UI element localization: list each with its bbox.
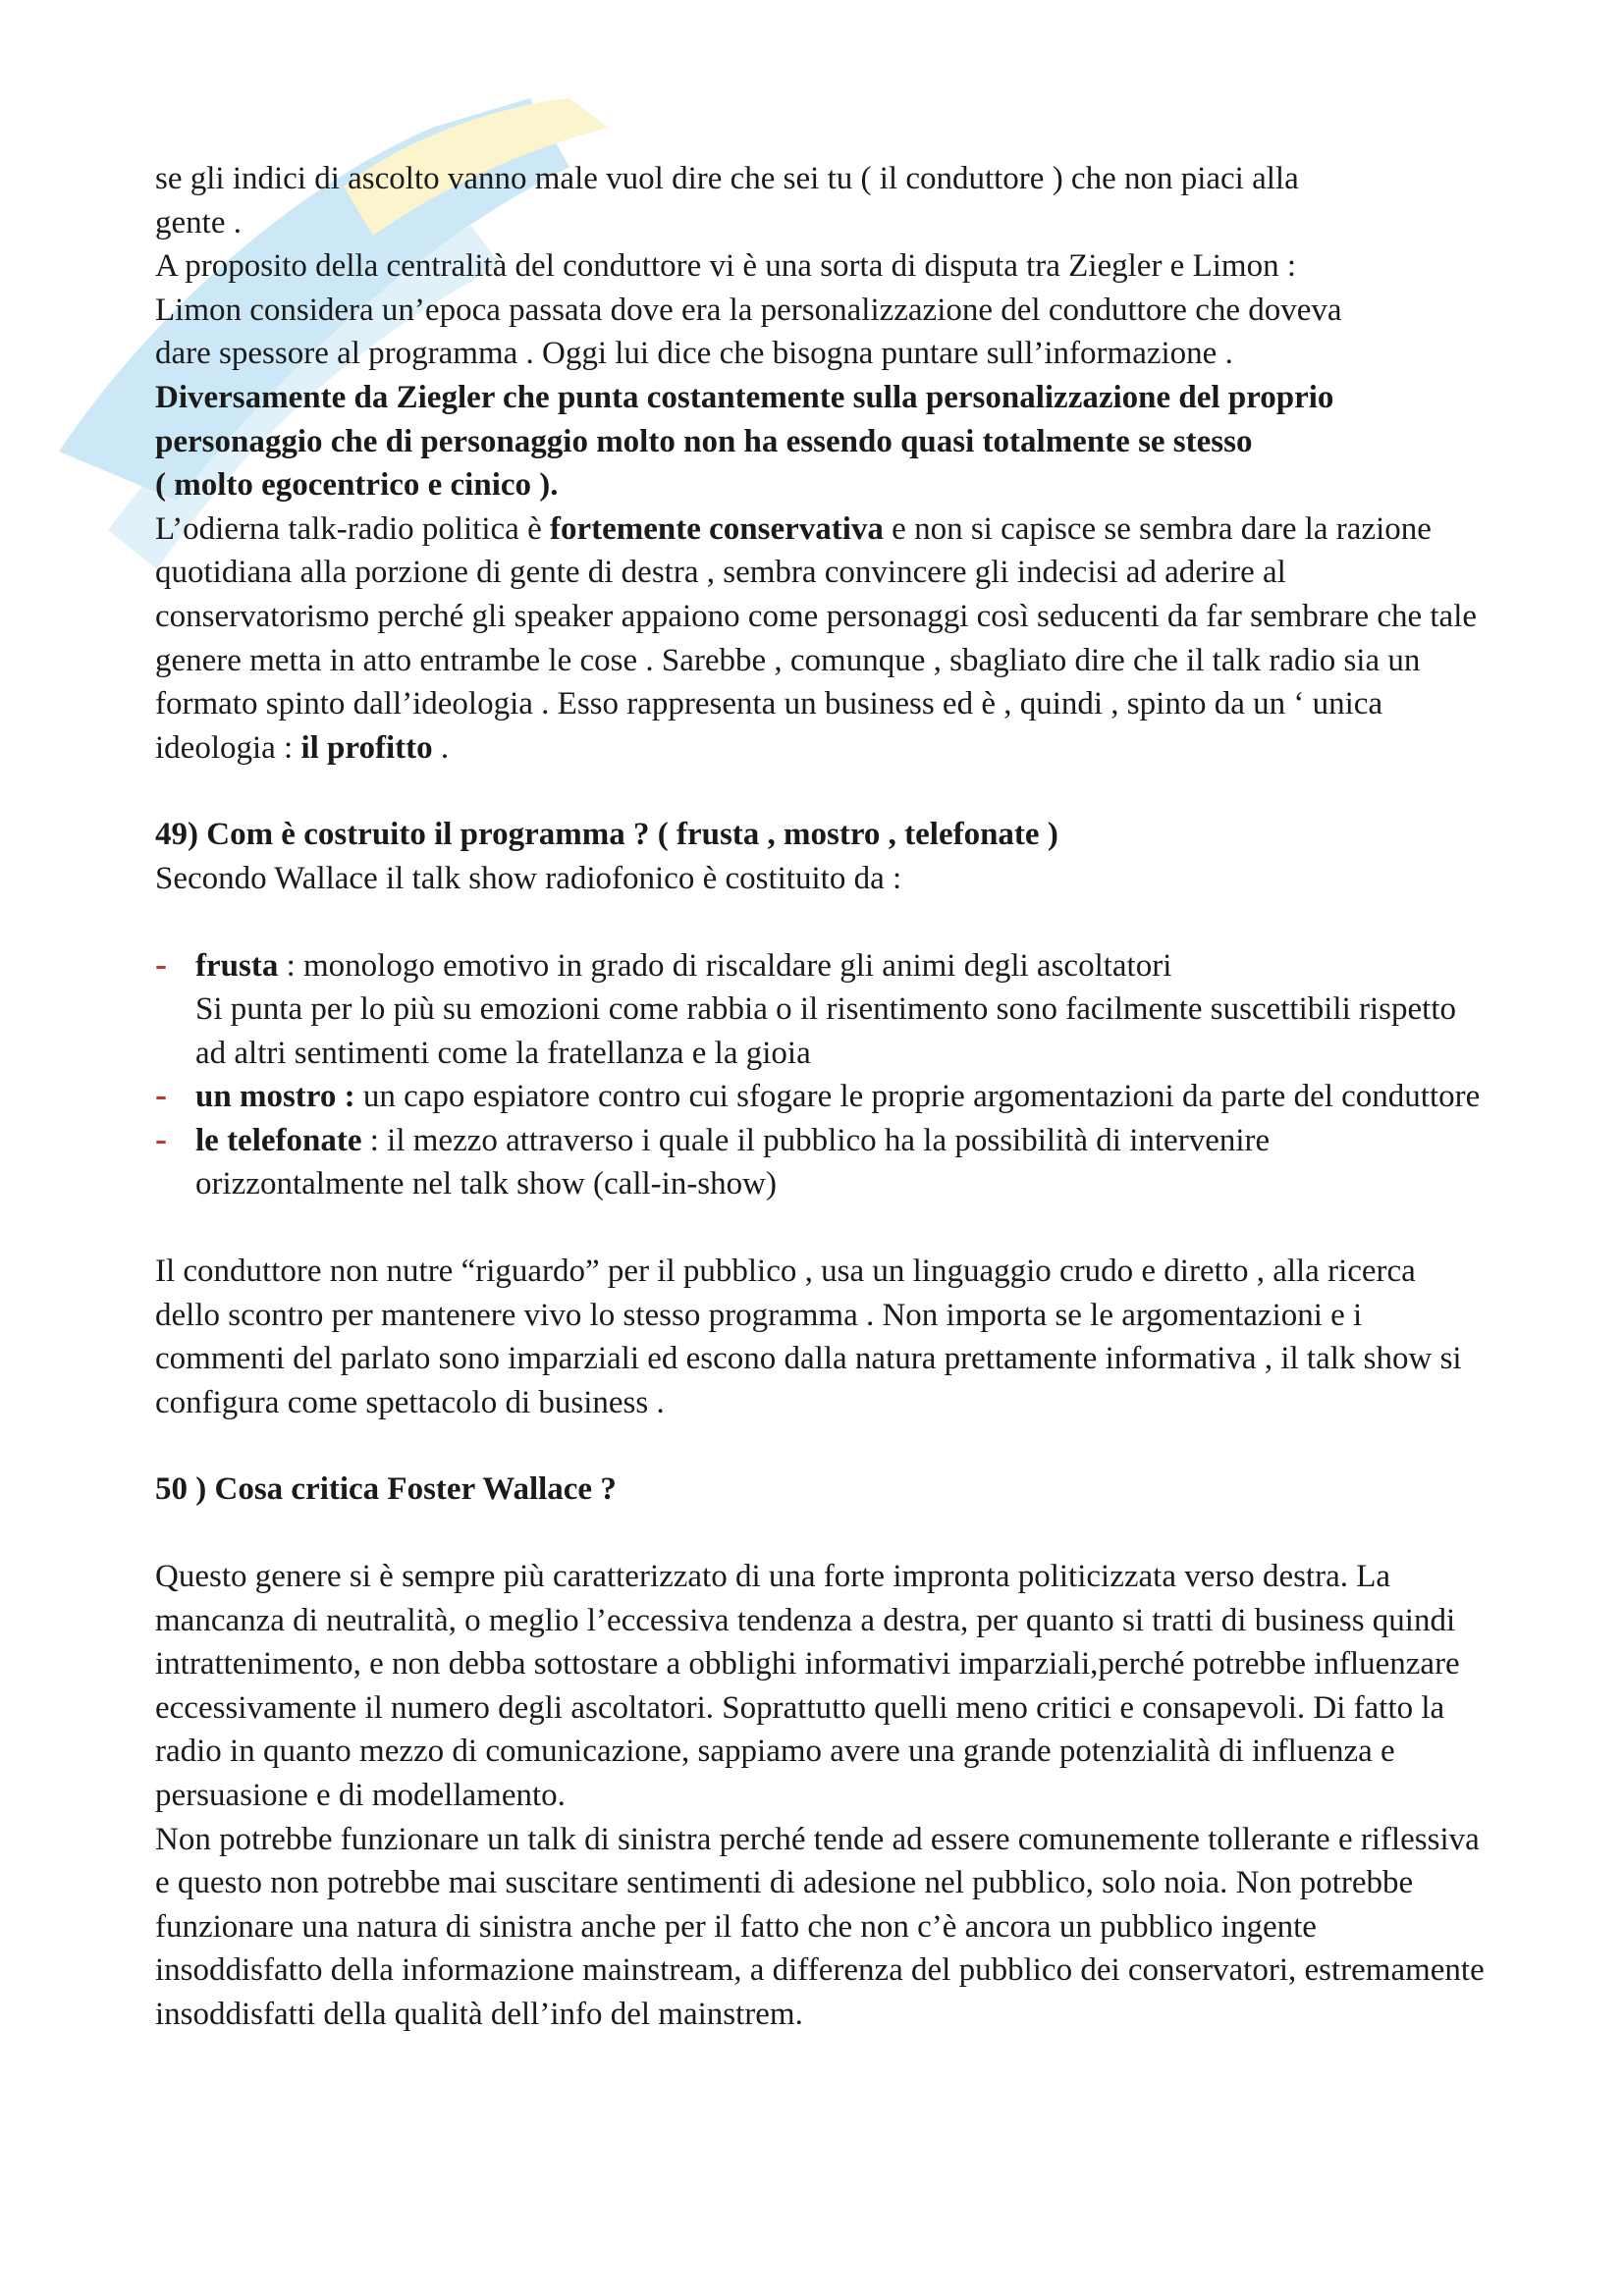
paragraph-4: L’odierna talk-radio politica è fortemente conservativa e non si capisce se sembra dare la razione quotidiana alla porzione di gente di destra , sembra convincere gli indecisi ad aderire al conservatorismo perché gli speaker appaiono come personaggi così seducenti da far sembrare che tale genere metta in atto entrambe le cose . Sarebbe , comunque , sbagliato dire che il talk radio sia un formato spinto dall’ideologia . Esso rappresenta un business ed è , quindi , spinto da un ‘ unica ideologia : il profitto . (155, 510, 1478, 766)
question-50-heading: 50 ) Cosa critica Foster Wallace ? (155, 1471, 617, 1508)
question-50-paragraph-1: Questo genere si è sempre più caratterizzato di una forte impronta politicizzata verso destra. La mancanza di neutralità, o meglio l’eccessiva tendenza a destra, per quanto si tratti di business quindi intrattenimento, e non debba sottostare a obblighi informativi imparziali,perché potrebbe influenzare eccessivamente il numero degli ascoltatori. Soprattutto quelli meno critici e consapevoli. Di fatto la radio in quanto mezzo di comunicazione, sappiamo avere una grande potenzialità di influenza e persuasione e di modellamento. (155, 1559, 1460, 1813)
dash-bullet-icon: - (155, 1118, 167, 1158)
list-item: - un mostro : un capo espiatore contro cui sfogare le proprie argomentazioni da parte del conduttore (155, 1075, 1486, 1119)
question-49-heading: 49) Com è costruito il programma ? ( frusta , mostro , telefonate ) (155, 817, 1058, 853)
dash-bullet-icon: - (155, 1075, 167, 1115)
question-49-after: Il conduttore non nutre “riguardo” per il pubblico , usa un linguaggio crudo e diretto , alla ricerca dello scontro per mantenere vivo lo stesso programma . Non importa se le argomentazioni e i commenti del parlato sono imparziali ed escono dalla natura prettamente informativa , il talk show si configura come spettacolo di business . (155, 1254, 1462, 1420)
question-49-intro: Secondo Wallace il talk show radiofonico è costituito da : (155, 860, 902, 896)
list-item: - frusta : monologo emotivo in grado di riscaldare gli animi degli ascoltatori Si punta per lo più su emozioni come rabbia o il risentimento sono facilmente suscettibili rispetto ad altri sentimenti come la fratellanza e la gioia (155, 943, 1456, 1071)
document-page (155, 157, 1486, 2037)
question-50-paragraph-2: Non potrebbe funzionare un talk di sinistra perché tende ad essere comunemente tollerante e riflessiva e questo non potrebbe mai suscitare sentimenti di adesione nel pubblico, solo noia. Non potrebbe funzionare una natura di sinistra anche per il fatto che non c’è ancora un pubblico ingente insoddisfatto della informazione mainstream, a differenza del pubblico dei conservatori, estremamente insoddisfatti della qualità dell’info del mainstrem. (155, 1821, 1485, 2032)
components-list (155, 944, 1486, 1207)
dash-bullet-icon: - (155, 943, 167, 984)
list-item: - le telefonate : il mezzo attraverso i quale il pubblico ha la possibilità di intervenire orizzontalmente nel talk show (call-in-show) (155, 1118, 1271, 1202)
paragraph-3-bold: Diversamente da Ziegler che punta costantemente sulla personalizzazione del proprio personaggio che di personaggio molto non ha essendo quasi totalmente se stesso ( molto egocentrico e cinico ). (155, 379, 1334, 504)
paragraph-1: se gli indici di ascolto vanno male vuol dire che sei tu ( il conduttore ) che non piaci alla gente . (155, 161, 1299, 240)
paragraph-2: A proposito della centralità del conduttore vi è una sorta di disputa tra Ziegler e Limon : Limon considera un’epoca passata dove era la personalizzazione del conduttore che doveva dare spessore al programma . Oggi lui dice che bisogna puntare sull’informazione . (155, 248, 1342, 372)
